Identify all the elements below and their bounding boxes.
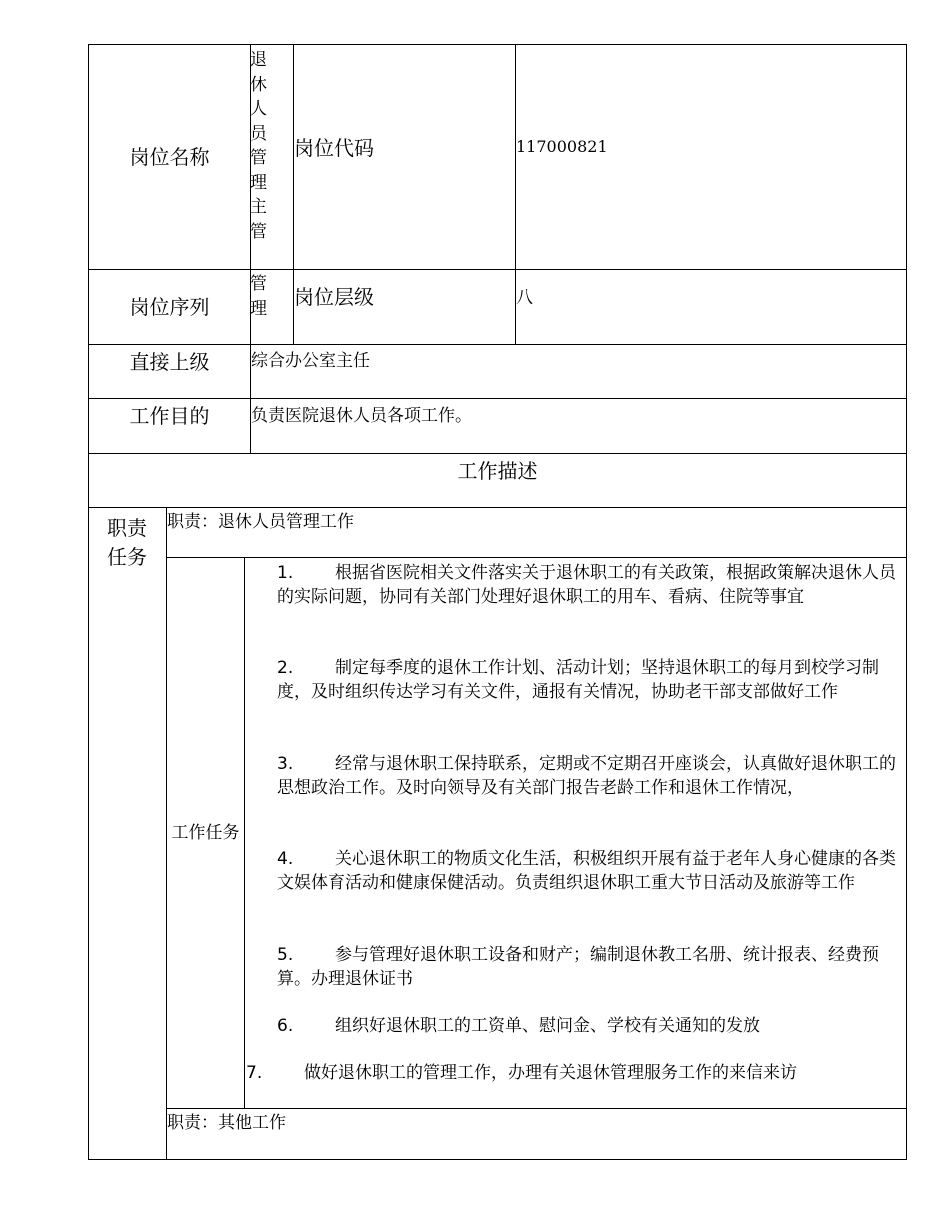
position-name-value: 退休人员管理主管: [250, 50, 267, 242]
task-item: [277, 1014, 897, 1038]
superior-label: 直接上级: [129, 350, 210, 374]
row-divider: [166, 1108, 907, 1109]
position-level-value: 八: [516, 288, 533, 308]
task-item: [246, 1061, 901, 1085]
section-title: 工作描述: [457, 459, 538, 483]
task-number: 7.: [246, 1063, 263, 1083]
position-level-label: 岗位层级: [294, 285, 374, 309]
task-item: [277, 656, 897, 704]
row-divider: [88, 269, 907, 270]
row-divider: [88, 344, 907, 345]
task-number: 1.: [277, 563, 294, 583]
col-divider: [166, 507, 167, 1160]
row-divider: [88, 453, 907, 454]
task-item: [277, 752, 897, 800]
purpose-value: 负责医院退休人员各项工作。: [251, 406, 472, 426]
task-item: [277, 847, 897, 895]
task-item: [277, 943, 897, 991]
duty-2-title: 职责：其他工作: [167, 1113, 286, 1133]
duty-1-title: 职责：退休人员管理工作: [167, 512, 354, 532]
table-border-right: [906, 44, 907, 1160]
tasks-label: 工作任务: [171, 823, 240, 843]
task-text: 关心退休职工的物质文化生活，积极组织开展有益于老年人身心健康的各类文娱体育活动和健康保健活动。负责组织退休职工重大节日活动及旅游等工作: [277, 849, 896, 893]
position-code-value: 117000821: [516, 137, 608, 156]
task-number: 5.: [277, 945, 294, 965]
task-text: 根据省医院相关文件落实关于退休职工的有关政策，根据政策解决退休人员的实际问题，协同有关部门处理好退休职工的用车、看病、住院等事宜: [277, 563, 896, 607]
row-divider: [88, 507, 907, 508]
position-series-value: 管理: [250, 274, 267, 319]
task-item: [277, 561, 897, 609]
position-series-label: 岗位序列: [129, 295, 210, 319]
task-number: 6.: [277, 1016, 294, 1036]
task-text: 经常与退休职工保持联系，定期或不定期召开座谈会，认真做好退休职工的思想政治工作。及时向领导及有关部门报告老龄工作和退休工作情况，: [277, 754, 896, 798]
row-divider: [166, 557, 907, 558]
task-text: 制定每季度的退休工作计划、活动计划；坚持退休职工的每月到校学习制度，及时组织传达学习有关文件，通报有关情况，协助老干部支部做好工作: [277, 658, 879, 702]
task-number: 3.: [277, 754, 294, 774]
row-divider: [88, 398, 907, 399]
duties-label: 职责任务: [107, 516, 147, 569]
task-text: 参与管理好退休职工设备和财产；编制退休教工名册、统计报表、经费预算。办理退休证书: [277, 945, 879, 989]
table-border-bottom: [88, 1159, 907, 1160]
position-name-label: 岗位名称: [129, 145, 210, 169]
purpose-label: 工作目的: [129, 404, 210, 428]
superior-value: 综合办公室主任: [251, 351, 370, 371]
task-number: 2.: [277, 658, 294, 678]
position-code-label: 岗位代码: [294, 136, 374, 160]
table-border-left: [88, 44, 89, 1160]
table-border-top: [88, 44, 907, 45]
task-text: 做好退休职工的管理工作，办理有关退休管理服务工作的来信来访: [304, 1063, 797, 1083]
task-text: 组织好退休职工的工资单、慰问金、学校有关通知的发放: [335, 1016, 760, 1036]
col-divider: [244, 557, 245, 1109]
task-number: 4.: [277, 849, 294, 869]
